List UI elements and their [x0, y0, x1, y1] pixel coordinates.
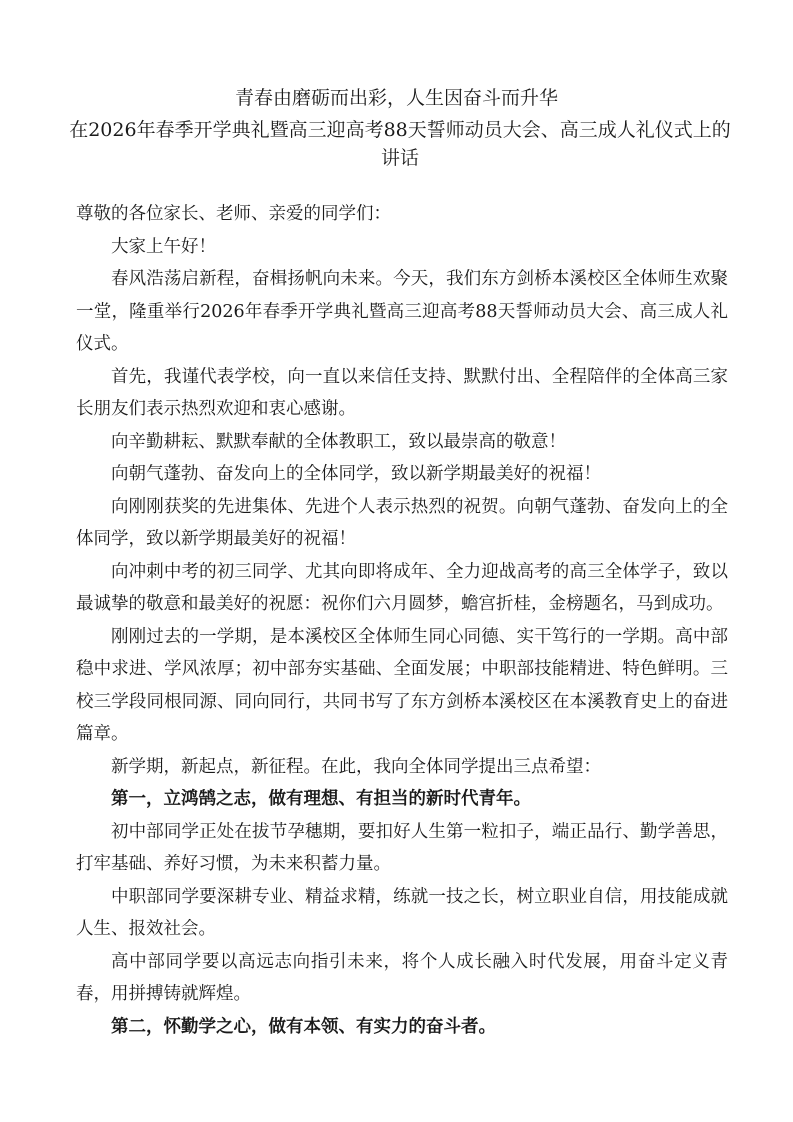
- document-subtitle-line2: 讲话: [380, 147, 419, 169]
- paragraph-three-hopes-intro: 新学期，新起点，新征程。在此，我向全体同学提出三点希望：: [111, 756, 601, 777]
- heading-hope-two: 第二，怀勤学之心，做有本领、有实力的奋斗者。: [111, 1016, 496, 1037]
- paragraph-thanks-parents: 首先，我谨代表学校，向一直以来信任支持、默默付出、全程陪伴的全体高三家长朋友们表示热烈欢迎和衷心感谢。: [76, 366, 728, 419]
- document-subtitle-line1: 在2026年春季开学典礼暨高三迎高考88天誓师动员大会、高三成人礼仪式上的: [69, 119, 731, 141]
- paragraph-past-semester: 刚刚过去的一学期，是本溪校区全体师生同心同德、实干笃行的一学期。高中部稳中求进、学风浓厚；初中部夯实基础、全面发展；中职部技能精进、特色鲜明。三校三学段同根同源、同向同行，共同书写了东方剑桥本溪校区在本溪教育史上的奋进篇章。: [76, 626, 728, 744]
- document-title: 青春由磨砺而出彩，人生因奋斗而升华: [234, 87, 558, 109]
- paragraph-opening: 春风浩荡启新程，奋楫扬帆向未来。今天，我们东方剑桥本溪校区全体师生欢聚一堂，隆重举行2026年春季开学典礼暨高三迎高考88天誓师动员大会、高三成人礼仪式。: [76, 269, 728, 354]
- paragraph-junior-high: 初中部同学正处在拔节孕穗期，要扣好人生第一粒扣子，端正品行、勤学善思，打牢基础、养好习惯，为未来积蓄力量。: [76, 821, 728, 874]
- paragraph-wishes-graduates: 向冲刺中考的初三同学、尤其向即将成年、全力迎战高考的高三全体学子，致以最诚挚的敬意和最美好的祝愿：祝你们六月圆梦，蟾宫折桂，金榜题名，马到成功。: [76, 561, 728, 614]
- paragraph-greeting: 大家上午好！: [111, 236, 216, 257]
- document-body: [76, 198, 728, 1043]
- heading-hope-one: 第一，立鸿鹄之志，做有理想、有担当的新时代青年。: [111, 789, 531, 809]
- paragraph-thanks-staff: 向辛勤耕耘、默默奉献的全体教职工，致以最崇高的敬意！: [111, 431, 566, 452]
- paragraph-vocational: 中职部同学要深耕专业、精益求精，练就一技之长，树立职业自信，用技能成就人生、报效社会。: [76, 886, 728, 939]
- paragraph-wishes-students: 向朝气蓬勃、奋发向上的全体同学，致以新学期最美好的祝福！: [111, 464, 601, 484]
- paragraph-senior-high: 高中部同学要以高远志向指引未来，将个人成长融入时代发展，用奋斗定义青春，用拼搏铸就辉煌。: [76, 951, 728, 1004]
- paragraph-congrats-awards: 向刚刚获奖的先进集体、先进个人表示热烈的祝贺。向朝气蓬勃、奋发向上的全体同学，致以新学期最美好的祝福！: [76, 496, 728, 549]
- salutation: 尊敬的各位家长、老师、亲爱的同学们：: [76, 204, 391, 224]
